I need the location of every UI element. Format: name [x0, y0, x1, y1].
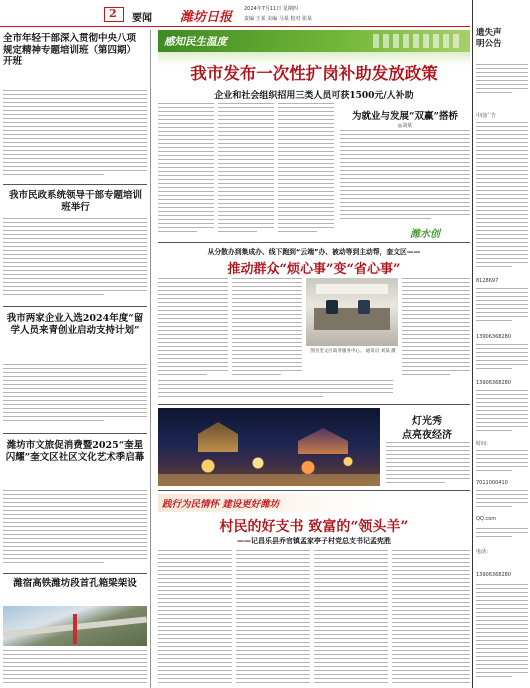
banner-buildings-icon [373, 34, 463, 48]
ad-text-4 [476, 344, 528, 374]
main-story-text-col2 [218, 103, 274, 238]
ad-title: 遗失声明公告 [476, 28, 502, 49]
ad-text-2 [476, 122, 528, 272]
left-article-5-text [3, 650, 147, 688]
third-story-subtitle: ——记昌乐县乔官镇孟家亭子村党总支书记孟宪胜 [237, 537, 391, 545]
page-number: 2 [109, 7, 117, 20]
main-story-subtitle: 企业和社会组织招用三类人员可获1500元/人补助 [214, 91, 414, 101]
third-story-title: 村民的好支书 致富的“领头羊” [219, 519, 409, 535]
ad-text-1 [476, 64, 528, 104]
ad-phone-4: 13906368280 [476, 572, 511, 578]
left-headline-4: 潍坊市文旅促消费暨2025“奎星闪耀”奎文区社区文化艺术季启幕 [5, 440, 145, 463]
left-divider-3 [3, 433, 147, 434]
banner-livelihood-label: 感知民生温度 [164, 36, 227, 48]
left-headline-1: 全市年轻干部深入贯彻中央八项规定精神专题培训班（第四期）开班 [3, 33, 137, 67]
right-column-rule [472, 0, 473, 688]
light-show-title-2: 点亮夜经济 [402, 430, 452, 441]
ad-label-time: 时间： [476, 441, 492, 447]
left-article-1-text [3, 90, 147, 180]
second-story-text-col4 [402, 278, 470, 378]
main-story-title: 我市发布一次性扩岗补助发放政策 [190, 64, 438, 83]
main-divider-1 [158, 242, 470, 243]
ad-text-6 [476, 450, 528, 476]
second-story-text-col2 [232, 278, 302, 378]
ad-phone-1: 8128697 [476, 278, 499, 284]
left-headline-2: 我市民政系统领导干部专题培训班举行 [8, 190, 142, 213]
banner-livelihood [158, 30, 470, 52]
ad-code-2: QQ.com [476, 516, 497, 522]
left-headline-3: 我市两家企业入选2024年度“留学人员来青创业启动支持计划” [6, 313, 144, 336]
ad-text-9 [476, 584, 528, 684]
railway-photo [3, 606, 147, 646]
page-header [0, 0, 530, 28]
editor-line: 责编 王某 美编 马某 校对 张某 [244, 16, 312, 22]
ad-label-tel: 电话： [476, 549, 492, 555]
third-story-text-col4 [392, 550, 470, 688]
section-name: 要闻 [132, 13, 152, 24]
main-story-text-col3 [278, 103, 334, 238]
banner-weishuichuang [400, 225, 470, 239]
service-hall-photo [306, 278, 398, 346]
left-divider-1 [3, 184, 147, 185]
header-rule [0, 26, 470, 27]
right-column [474, 0, 530, 688]
ad-code-1: 7011000410 [476, 480, 508, 486]
light-show-text [386, 442, 470, 488]
ad-text-7 [476, 490, 528, 512]
left-article-2-text [3, 218, 147, 300]
second-story-title: 推动群众“烦心事”变“省心事” [227, 262, 401, 277]
left-article-3-text [3, 364, 147, 426]
second-story-text-lower [158, 380, 393, 400]
second-story-text-col1 [158, 278, 228, 378]
third-story-text-col1 [158, 550, 232, 688]
main-story-text-col1 [158, 103, 214, 238]
left-divider-4 [3, 573, 147, 574]
ad-text-5 [476, 390, 528, 436]
left-divider-2 [3, 306, 147, 307]
second-story-kicker: 从分散办到集成办、线下跑到“云端”办、被动等到主动帮，奎文区—— [207, 248, 421, 256]
banner-weishuichuang-label: 潍水创 [410, 229, 440, 240]
ad-contact-label: 中国广告 [476, 113, 497, 119]
photo-caption: 图为奎文区政务服务中心。 通讯员 刘某 摄 [310, 349, 396, 354]
light-show-photo [158, 408, 380, 486]
ad-text-3 [476, 288, 528, 328]
main-divider-3 [158, 490, 470, 491]
banner-people-label: 践行为民情怀 建设更好潍坊 [162, 499, 280, 510]
left-article-4-text [3, 490, 147, 568]
banner-people [158, 494, 470, 512]
third-story-text-col2 [236, 550, 310, 688]
ad-phone-3: 13906368280 [476, 380, 511, 386]
ad-phone-2: 13906368280 [476, 334, 511, 340]
sidebar-title: 为就业与发展“双赢”搭桥 [352, 111, 458, 122]
ad-text-8 [476, 528, 528, 544]
left-headline-5: 潍宿高铁潍坊段首孔箱梁架设 [13, 578, 137, 589]
paper-name: 潍坊日报 [180, 10, 233, 25]
sidebar-text [340, 130, 470, 222]
date-line: 2024年7月11日 星期四 [244, 6, 298, 12]
third-story-text-col3 [314, 550, 388, 688]
left-column [0, 30, 150, 688]
sidebar-byline: ◎刘某 [397, 123, 413, 129]
light-show-title-1: 灯光秀 [412, 416, 442, 427]
main-divider-2 [158, 404, 470, 405]
left-column-rule [150, 30, 151, 688]
